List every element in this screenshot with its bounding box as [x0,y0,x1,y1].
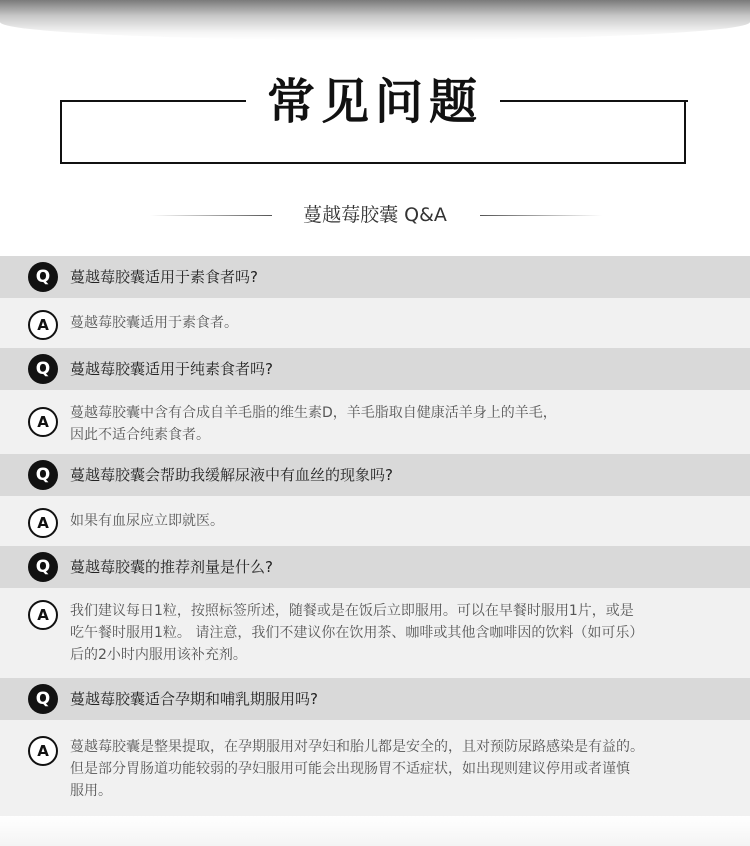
bottom-fade [0,816,750,846]
faq-answer-text [70,312,730,334]
faq-answer-row [0,298,750,348]
faq-answer-text [70,402,730,446]
faq-answer-row [0,588,750,678]
answer-line: 蔓越莓胶囊中含有合成自羊毛脂的维生素D，羊毛脂取自健康活羊身上的羊毛， [70,405,557,421]
faq-answer-row [0,496,750,546]
question-badge-icon: Q [28,552,58,582]
faq-list [0,256,750,818]
faq-question-text: 蔓越莓胶囊适合孕期和哺乳期服用吗? [70,690,318,708]
answer-line: 因此不适合纯素食者。 [70,427,210,443]
faq-question-row [0,348,750,390]
question-badge-icon: Q [28,262,58,292]
faq-question-row [0,454,750,496]
faq-question-text: 蔓越莓胶囊会帮助我缓解尿液中有血丝的现象吗? [70,466,393,484]
answer-badge-icon: A [28,736,58,766]
faq-answer-text [70,736,730,802]
top-shadow-band [0,0,750,40]
answer-line: 但是部分胃肠道功能较弱的孕妇服用可能会出现肠胃不适症状，如出现则建议停用或者谨慎 [70,761,630,777]
faq-question-row [0,256,750,298]
answer-line: 蔓越莓胶囊是整果提取，在孕期服用对孕妇和胎儿都是安全的，且对预防尿路感染是有益的。 [70,739,644,755]
answer-badge-icon: A [28,600,58,630]
faq-question-text: 蔓越莓胶囊适用于纯素食者吗? [70,360,273,378]
answer-badge-icon: A [28,407,58,437]
question-badge-icon: Q [28,460,58,490]
answer-line: 如果有血尿应立即就医。 [70,513,224,529]
answer-line: 蔓越莓胶囊适用于素食者。 [70,315,238,331]
faq-answer-row [0,390,750,454]
answer-line: 我们建议每日1粒，按照标签所述，随餐或是在饭后立即服用。可以在早餐时服用1片，或是 [70,603,634,619]
faq-answer-row [0,720,750,818]
answer-badge-icon: A [28,310,58,340]
faq-question-text: 蔓越莓胶囊的推荐剂量是什么? [70,558,273,576]
faq-answer-text [70,600,730,666]
title-rule-right [500,100,688,102]
answer-badge-icon: A [28,508,58,538]
faq-answer-text [70,510,730,532]
question-badge-icon: Q [28,354,58,384]
faq-question-text: 蔓越莓胶囊适用于素食者吗? [70,268,258,286]
subtitle-rule-right [480,215,602,216]
faq-question-row [0,546,750,588]
answer-line: 后的2小时内服用该补充剂。 [70,647,247,663]
page-title: 常见问题 [250,72,500,132]
faq-question-row [0,678,750,720]
subtitle-rule-left [150,215,272,216]
answer-line: 吃午餐时服用1粒。 请注意，我们不建议你在饮用茶、咖啡或其他含咖啡因的饮料（如可乐） [70,625,644,641]
answer-line: 服用。 [70,783,112,799]
page-subtitle: 蔓越莓胶囊 Q&A [303,204,447,226]
question-badge-icon: Q [28,684,58,714]
title-rule-left [60,100,246,102]
